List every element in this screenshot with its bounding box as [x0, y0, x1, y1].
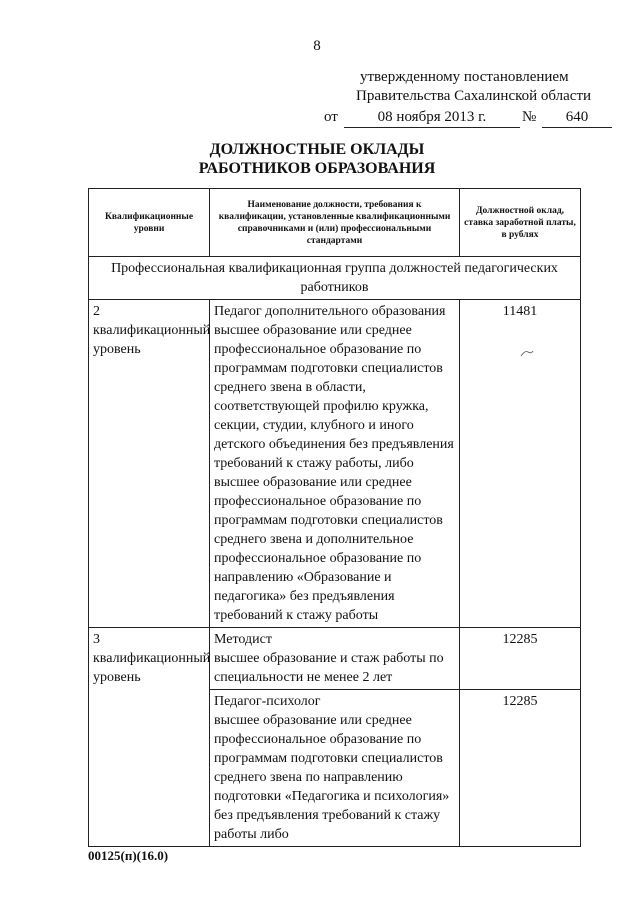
position-cell — [210, 628, 460, 690]
from-label: от — [324, 109, 338, 125]
header-position-requirements: Наименование должности, требования к квалификации, установленные квалификационными справочниками и (или) профессиональными стандартами — [210, 189, 460, 257]
table-group-row — [89, 257, 581, 300]
header-qualification-levels: Квалификационные уровни — [89, 189, 210, 257]
salary-value: 12285 — [460, 628, 581, 690]
qualification-level: 2 квалификационный уровень — [89, 300, 210, 628]
approval-date: 08 ноября 2013 г. — [344, 108, 520, 128]
table-header-row — [89, 189, 581, 257]
page-number: 8 — [313, 38, 321, 54]
salary-value: 11481 — [460, 300, 581, 628]
footer-code: 00125(п)(16.0) — [88, 848, 169, 863]
position-title: Педагог дополнительного образования — [214, 304, 446, 319]
position-cell — [210, 690, 460, 847]
position-requirements: высшее образование и стаж работы по специальности не менее 2 лет — [214, 651, 444, 685]
position-requirements: высшее образование или среднее профессиональное образование по программам подготовки специалистов среднего звена в области, соответствующей профилю кружка, секции, студии, клубного и иного детского объединения без предъявления требований к стажу работы, либо высшее образование или среднее профессиональное образование по программам подготовки специалистов среднего звена и дополнительное профессиональное образование по направлению «Образование и педагогика» без предъявления требований к стажу работы — [214, 323, 454, 623]
position-title: Педагог-психолог — [214, 694, 321, 709]
position-cell — [210, 300, 460, 628]
table-row — [89, 628, 581, 690]
qualification-level: 3 квалификационный уровень — [89, 628, 210, 847]
header-salary: Должностной оклад, ставка заработной платы, в рублях — [460, 189, 581, 257]
table-row — [89, 300, 581, 628]
pen-mark — [520, 348, 534, 358]
approval-block — [324, 68, 610, 128]
position-title: Методист — [214, 632, 272, 647]
salary-value: 12285 — [460, 690, 581, 847]
salary-table — [88, 188, 581, 847]
group-title: Профессиональная квалификационная группа должностей педагогических работников — [89, 257, 581, 300]
approval-date-line — [324, 106, 610, 128]
approval-line-2: Правительства Сахалинской области — [356, 88, 592, 104]
title-line-2: РАБОТНИКОВ ОБРАЗОВАНИЯ — [198, 160, 436, 177]
position-requirements: высшее образование или среднее профессиональное образование по программам подготовки специалистов среднего звена по направлению подготовки «Педагогика и психология» без предъявления требований к стажу работы либо — [214, 713, 450, 842]
approval-line-1: утвержденному постановлением — [360, 69, 569, 85]
title-line-1: ДОЛЖНОСТНЫЕ ОКЛАДЫ — [209, 141, 425, 158]
document-title — [0, 140, 634, 178]
approval-number: 640 — [542, 108, 612, 128]
number-label: № — [522, 109, 537, 125]
